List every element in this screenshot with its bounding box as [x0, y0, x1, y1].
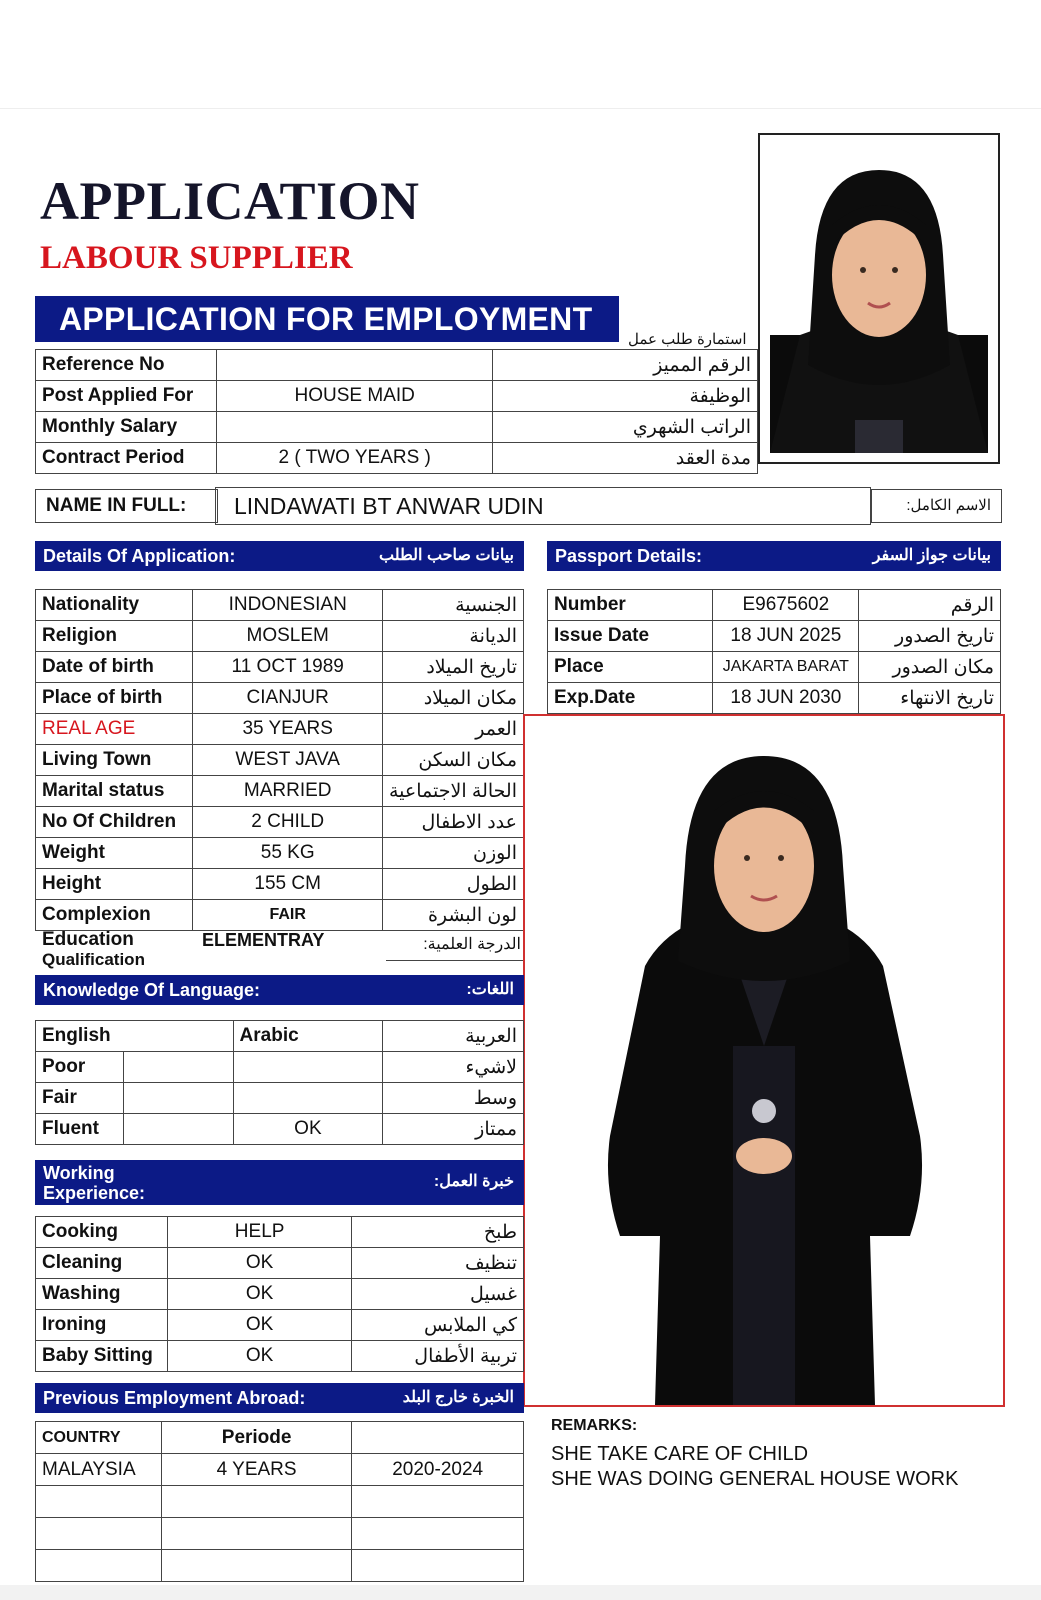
- row-value: 2 ( TWO YEARS ): [216, 443, 493, 474]
- row-label-arabic: تاريخ الصدور: [859, 621, 1001, 652]
- education-underline: [386, 960, 524, 961]
- experience-header: [35, 1160, 524, 1205]
- row-label-arabic: طبخ: [352, 1217, 524, 1248]
- table-row: [36, 443, 758, 474]
- row-label: Marital status: [36, 776, 193, 807]
- header-label-arabic: بيانات صاحب الطلب: [379, 547, 514, 564]
- education-label: [42, 930, 145, 970]
- years-column-header: [352, 1422, 524, 1454]
- row-label: Monthly Salary: [36, 412, 217, 443]
- row-label-arabic: مكان السكن: [382, 745, 523, 776]
- table-row: [36, 1422, 524, 1454]
- row-value: MARRIED: [193, 776, 383, 807]
- table-row: [36, 1310, 524, 1341]
- previous-employment-header: [35, 1383, 524, 1413]
- education-label-line2: Qualification: [42, 950, 145, 969]
- remarks-label: REMARKS:: [551, 1417, 638, 1434]
- table-row: [36, 381, 758, 412]
- row-value: HELP: [167, 1217, 351, 1248]
- language-header: [35, 975, 524, 1005]
- portrait-image: [760, 135, 998, 462]
- row-label: Post Applied For: [36, 381, 217, 412]
- arabic-level: [233, 1083, 383, 1114]
- row-label: Baby Sitting: [36, 1341, 168, 1372]
- table-row: [36, 1052, 524, 1083]
- years-value: [352, 1518, 524, 1550]
- row-value: WEST JAVA: [193, 745, 383, 776]
- row-value: CIANJUR: [193, 683, 383, 714]
- row-label: Reference No: [36, 350, 217, 381]
- remarks-line: SHE WAS DOING GENERAL HOUSE WORK: [551, 1468, 959, 1490]
- page-title: APPLICATION: [40, 171, 420, 231]
- row-label: Height: [36, 869, 193, 900]
- table-row: [36, 412, 758, 443]
- table-row: [36, 350, 758, 381]
- header-label-line2: Experience:: [43, 1183, 146, 1203]
- row-value: 55 KG: [193, 838, 383, 869]
- table-row: [548, 683, 1001, 714]
- row-value: [216, 412, 493, 443]
- table-row: [548, 590, 1001, 621]
- reference-table: [35, 349, 758, 474]
- header-label-arabic: بيانات جواز السفر: [872, 547, 991, 564]
- row-label: Exp.Date: [548, 683, 713, 714]
- arabic-column-header-arabic: العربية: [383, 1021, 524, 1052]
- row-label-arabic: غسيل: [352, 1279, 524, 1310]
- periode-column-header: Periode: [161, 1422, 351, 1454]
- full-name-label-arabic: الاسم الكامل:: [871, 489, 1002, 523]
- table-row: [36, 838, 524, 869]
- row-label-arabic: الراتب الشهري: [493, 412, 758, 443]
- row-label-arabic: تربية الأطفال: [352, 1341, 524, 1372]
- row-value: 18 JUN 2025: [713, 621, 859, 652]
- years-value: [352, 1486, 524, 1518]
- row-label: Weight: [36, 838, 193, 869]
- table-row: [36, 1486, 524, 1518]
- passport-details-header: [547, 541, 1001, 571]
- row-label-arabic: مكان الصدور: [859, 652, 1001, 683]
- arabic-level: OK: [233, 1114, 383, 1145]
- row-label-arabic: ممتاز: [383, 1114, 524, 1145]
- table-row: [36, 1217, 524, 1248]
- table-row: [36, 900, 524, 931]
- years-value: [352, 1550, 524, 1582]
- row-label-arabic: لون البشرة: [382, 900, 523, 931]
- full-name-value: LINDAWATI BT ANWAR UDIN: [215, 487, 871, 525]
- period-value: [161, 1486, 351, 1518]
- bottom-margin: [0, 1585, 1041, 1600]
- row-label-arabic: مكان الميلاد: [382, 683, 523, 714]
- row-label: Cooking: [36, 1217, 168, 1248]
- years-value: 2020-2024: [352, 1454, 524, 1486]
- row-label: Religion: [36, 621, 193, 652]
- row-label: Poor: [36, 1052, 124, 1083]
- header-label-arabic: خبرة العمل:: [433, 1173, 514, 1190]
- table-row: [36, 1279, 524, 1310]
- language-table: [35, 1020, 524, 1145]
- row-label: Cleaning: [36, 1248, 168, 1279]
- row-label-arabic: الجنسية: [382, 590, 523, 621]
- experience-table: [35, 1216, 524, 1372]
- page-subtitle: LABOUR SUPPLIER: [40, 240, 353, 276]
- row-label: Ironing: [36, 1310, 168, 1341]
- table-row: [36, 1518, 524, 1550]
- table-row: [548, 652, 1001, 683]
- period-value: [161, 1550, 351, 1582]
- table-row: [36, 1454, 524, 1486]
- row-value: OK: [167, 1310, 351, 1341]
- full-length-portrait-image: [525, 716, 1003, 1405]
- row-label-arabic: الوزن: [382, 838, 523, 869]
- education-label-line1: Education: [42, 929, 134, 950]
- row-label: Contract Period: [36, 443, 217, 474]
- header-label-line1: Working: [43, 1163, 115, 1183]
- row-label: Living Town: [36, 745, 193, 776]
- table-row: [36, 1114, 524, 1145]
- table-row: [36, 1550, 524, 1582]
- table-row: [36, 807, 524, 838]
- row-label: Number: [548, 590, 713, 621]
- row-label-arabic: عدد الاطفال: [382, 807, 523, 838]
- table-row: [36, 1083, 524, 1114]
- row-value: [216, 350, 493, 381]
- row-value: OK: [167, 1341, 351, 1372]
- row-label-arabic: تنظيف: [352, 1248, 524, 1279]
- row-label-arabic: كي الملابس: [352, 1310, 524, 1341]
- full-length-photo: [523, 714, 1005, 1407]
- table-row: [36, 776, 524, 807]
- header-label-arabic: اللغات:: [466, 981, 514, 998]
- row-value: E9675602: [713, 590, 859, 621]
- form-banner-arabic: استمارة طلب عمل: [628, 331, 747, 348]
- row-value: FAIR: [193, 900, 383, 931]
- row-value: 11 OCT 1989: [193, 652, 383, 683]
- row-label-arabic: الطول: [382, 869, 523, 900]
- header-label: Knowledge Of Language:: [43, 980, 261, 1000]
- row-label-arabic: تاريخ الانتهاء: [859, 683, 1001, 714]
- english-level: [123, 1052, 233, 1083]
- table-row: [36, 1341, 524, 1372]
- row-label: Place: [548, 652, 713, 683]
- top-margin: [0, 0, 1041, 109]
- table-row: [548, 621, 1001, 652]
- row-label-arabic: الديانة: [382, 621, 523, 652]
- arabic-column-header: Arabic: [233, 1021, 383, 1052]
- row-value: HOUSE MAID: [216, 381, 493, 412]
- row-label: Washing: [36, 1279, 168, 1310]
- period-value: [161, 1518, 351, 1550]
- country-column-header: COUNTRY: [36, 1422, 162, 1454]
- row-label: Nationality: [36, 590, 193, 621]
- country-value: [36, 1550, 162, 1582]
- previous-employment-table: [35, 1421, 524, 1582]
- passport-photo: [758, 133, 1000, 464]
- header-label-arabic: الخبرة خارج البلد: [402, 1389, 514, 1406]
- row-label-arabic: لاشيء: [383, 1052, 524, 1083]
- row-label-arabic: وسط: [383, 1083, 524, 1114]
- country-value: MALAYSIA: [36, 1454, 162, 1486]
- table-row: [36, 714, 524, 745]
- row-label-arabic: تاريخ الميلاد: [382, 652, 523, 683]
- education-value: ELEMENTRAY: [202, 930, 325, 950]
- row-label: Place of birth: [36, 683, 193, 714]
- row-value: INDONESIAN: [193, 590, 383, 621]
- header-label: [43, 1163, 145, 1203]
- row-label: Issue Date: [548, 621, 713, 652]
- table-row: [36, 745, 524, 776]
- row-label: Fair: [36, 1083, 124, 1114]
- full-name-label: NAME IN FULL:: [35, 489, 218, 523]
- english-column-header: English: [36, 1021, 234, 1052]
- table-row: [36, 1248, 524, 1279]
- row-label-arabic: العمر: [382, 714, 523, 745]
- row-value: 155 CM: [193, 869, 383, 900]
- passport-table: [547, 589, 1001, 714]
- row-label: Complexion: [36, 900, 193, 931]
- table-row: [36, 1021, 524, 1052]
- table-row: [36, 869, 524, 900]
- header-label: Previous Employment Abroad:: [43, 1388, 306, 1408]
- row-value: 18 JUN 2030: [713, 683, 859, 714]
- table-row: [36, 652, 524, 683]
- row-label-arabic: الرقم: [859, 590, 1001, 621]
- row-label-arabic: الوظيفة: [493, 381, 758, 412]
- remarks-line: SHE TAKE CARE OF CHILD: [551, 1443, 809, 1465]
- row-label: REAL AGE: [36, 714, 193, 745]
- header-label: Details Of Application:: [43, 546, 236, 566]
- table-row: [36, 590, 524, 621]
- row-label-arabic: الحالة الاجتماعية: [382, 776, 523, 807]
- country-value: [36, 1486, 162, 1518]
- table-row: [36, 683, 524, 714]
- row-value: 2 CHILD: [193, 807, 383, 838]
- row-label: No Of Children: [36, 807, 193, 838]
- row-value: OK: [167, 1248, 351, 1279]
- english-level: [123, 1083, 233, 1114]
- row-label-arabic: الرقم المميز: [493, 350, 758, 381]
- application-details-header: [35, 541, 524, 571]
- row-value: 35 YEARS: [193, 714, 383, 745]
- period-value: 4 YEARS: [161, 1454, 351, 1486]
- row-label: Date of birth: [36, 652, 193, 683]
- row-value: MOSLEM: [193, 621, 383, 652]
- header-label: Passport Details:: [555, 546, 703, 566]
- table-row: [36, 621, 524, 652]
- english-level: [123, 1114, 233, 1145]
- row-label: Fluent: [36, 1114, 124, 1145]
- country-value: [36, 1518, 162, 1550]
- arabic-level: [233, 1052, 383, 1083]
- row-label-arabic: مدة العقد: [493, 443, 758, 474]
- row-value: OK: [167, 1279, 351, 1310]
- form-banner: APPLICATION FOR EMPLOYMENT: [35, 296, 619, 342]
- row-value: JAKARTA BARAT: [713, 652, 859, 683]
- education-label-arabic: الدرجة العلمية:: [423, 936, 521, 953]
- application-details-table: [35, 589, 524, 931]
